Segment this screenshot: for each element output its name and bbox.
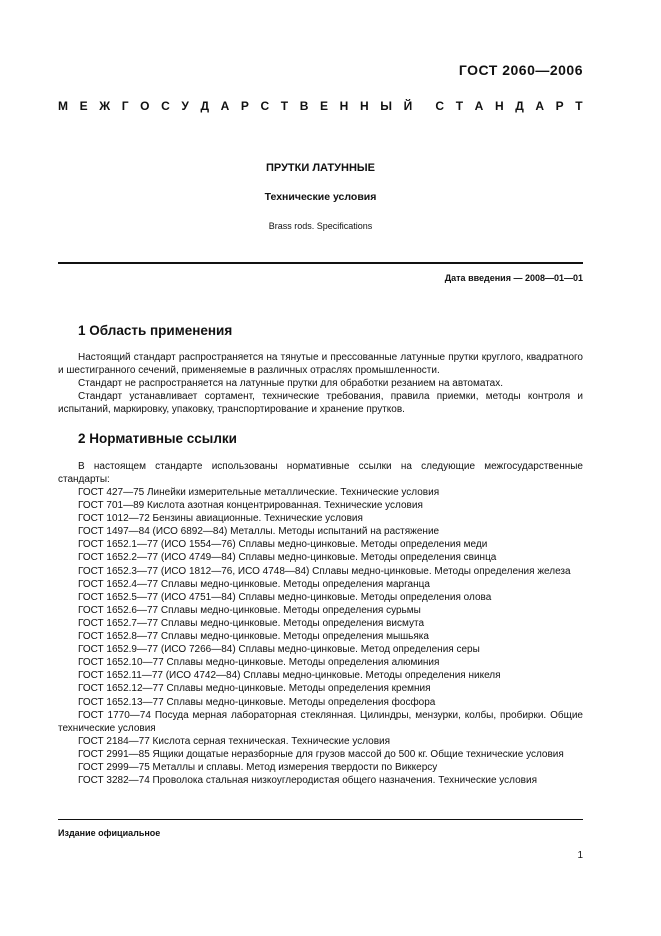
edition-label: Издание официальное [58, 828, 161, 838]
banner-letter: Т [455, 99, 464, 113]
reference-list [58, 486, 583, 787]
reference-item: ГОСТ 1652.4—77 Сплавы медно-цинковые. Методы определения марганца [78, 578, 430, 590]
banner-letter: У [181, 99, 189, 113]
scope-paragraph: Стандарт не распространяется на латунные прутки для обработки резанием на автоматах. [78, 378, 504, 389]
reference-item: ГОСТ 1012—72 Бензины авиационные. Технические условия [78, 513, 363, 525]
reference-item: ГОСТ 1652.6—77 Сплавы медно-цинковые. Методы определения сурьмы [78, 604, 421, 616]
banner-letter: Д [515, 99, 524, 113]
section-heading-scope: 1 Область применения [78, 323, 233, 338]
reference-item: ГОСТ 3282—74 Проволока стальная низкоуглеродистая общего назначения. Технические условия [78, 775, 537, 787]
document-subtitle: Технические условия [264, 191, 377, 203]
banner-letter: Д [200, 99, 209, 113]
reference-item: ГОСТ 1652.13—77 Сплавы медно-цинковые. Методы определения фосфора [78, 696, 436, 708]
reference-item: ГОСТ 2991—85 Ящики дощатые неразборные для грузов массой до 500 кг. Общие технические условия [78, 748, 564, 760]
reference-item: ГОСТ 1652.5—77 (ИСО 4751—84) Сплавы медно-цинковые. Методы определения олова [78, 591, 492, 603]
banner-letter: А [474, 99, 484, 113]
reference-item: ГОСТ 427—75 Линейки измерительные металлические. Технические условия [78, 487, 440, 498]
banner-letter: Т [280, 99, 289, 113]
banner-letter: Т [575, 99, 583, 113]
banner-letter: М [58, 99, 68, 113]
reference-item: ГОСТ 2999—75 Металлы и сплавы. Метод измерения твердости по Виккерсу [78, 761, 438, 773]
reference-item: ГОСТ 1652.12—77 Сплавы медно-цинковые. Методы определения кремния [78, 683, 431, 695]
banner-letter: Ы [380, 99, 392, 113]
banner-letter: Н [359, 99, 369, 113]
footer-divider [58, 819, 583, 820]
reference-item: ГОСТ 1652.11—77 (ИСО 4742—84) Сплавы медно-цинковые. Методы определения никеля [78, 670, 501, 682]
scope-paragraph: Стандарт устанавливает сортамент, технические требования, правила приемки, методы контроля и испытаний, маркировку, упаковку, транспортирование и хранение прутков. [58, 391, 583, 415]
references-intro: В настоящем стандарте использованы нормативные ссылки на следующие межгосударственные стандарты: [58, 461, 583, 485]
reference-item: ГОСТ 2184—77 Кислота серная техническая. Технические условия [78, 735, 391, 747]
banner-letter: Р [240, 99, 249, 113]
reference-item: ГОСТ 1652.3—77 (ИСО 1812—76, ИСО 4748—84) Сплавы медно-цинковые. Методы определения железа [78, 565, 571, 577]
document-id: ГОСТ 2060—2006 [458, 62, 583, 78]
reference-item: ГОСТ 1652.2—77 (ИСО 4749—84) Сплавы медно-цинковые. Методы определения свинца [78, 552, 497, 564]
banner-letter: Г [121, 99, 129, 113]
banner-letter: А [220, 99, 230, 113]
reference-item: ГОСТ 1652.1—77 (ИСО 1554—76) Сплавы медно-цинковые. Методы определения меди [78, 539, 488, 551]
reference-item: ГОСТ 1652.8—77 Сплавы медно-цинковые. Методы определения мышьяка [78, 631, 429, 643]
reference-item: ГОСТ 701—89 Кислота азотная концентрированная. Технические условия [78, 500, 423, 512]
banner-letter: С [260, 99, 270, 113]
banner-letter: Й [403, 99, 413, 113]
introduction-date: Дата введения — 2008—01—01 [444, 273, 583, 283]
scope-paragraph: Настоящий стандарт распространяется на тянутые и прессованные латунные прутки круглого, квадратного и шестигранного сечений, применяемые в различных отраслях промышленности. [58, 352, 583, 376]
reference-item: ГОСТ 1652.7—77 Сплавы медно-цинковые. Методы определения висмута [78, 617, 425, 629]
reference-item: ГОСТ 1652.10—77 Сплавы медно-цинковые. Методы определения алюминия [78, 657, 440, 669]
banner-letter: Р [555, 99, 564, 113]
banner-letter: Е [79, 99, 88, 113]
banner-letter: О [140, 99, 150, 113]
banner-letter: Е [320, 99, 329, 113]
banner-letter: Н [494, 99, 504, 113]
section-heading-normative-references: 2 Нормативные ссылки [78, 431, 237, 446]
reference-item: ГОСТ 1497—84 (ИСО 6892—84) Металлы. Методы испытаний на растяжение [78, 526, 440, 538]
banner-letter: Н [339, 99, 349, 113]
reference-item: ГОСТ 1770—74 Посуда мерная лабораторная стеклянная. Цилиндры, мензурки, колбы, пробирки. Общие технические условия [58, 709, 583, 734]
reference-item: ГОСТ 1652.9—77 (ИСО 7266—84) Сплавы медно-цинковые. Метод определения серы [78, 644, 480, 656]
banner-letter: Ж [99, 99, 111, 113]
header-divider [58, 262, 583, 264]
banner-letter: В [299, 99, 309, 113]
document-title: ПРУТКИ ЛАТУННЫЕ [265, 162, 375, 174]
standard-banner [58, 99, 583, 113]
banner-letter: С [435, 99, 445, 113]
banner-letter: С [161, 99, 170, 113]
english-title: Brass rods. Specifications [268, 221, 373, 231]
page-number: 1 [577, 850, 583, 861]
banner-letter: А [535, 99, 545, 113]
